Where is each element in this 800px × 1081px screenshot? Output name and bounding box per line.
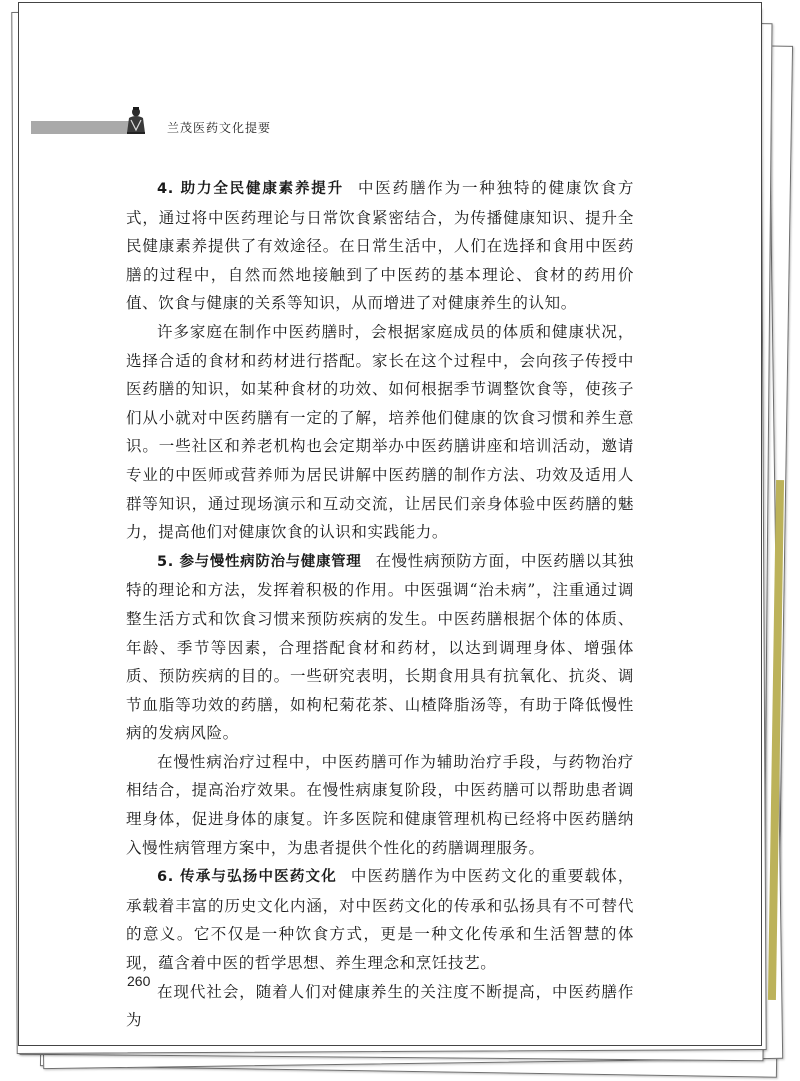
paragraph (126, 748, 634, 862)
book-title-header: 兰茂医药文化提要 (167, 121, 272, 135)
section-heading: 6. 传承与弘扬中医药文化 (157, 869, 337, 886)
paragraph (126, 978, 634, 1035)
paragraph (126, 174, 634, 318)
paragraph-text: 在现代社会，随着人们对健康养生的关注度不断提高，中医药膳作为 (126, 982, 634, 1030)
page-number: 260 (127, 973, 151, 989)
body-text (126, 174, 634, 1035)
paragraph-text: 在慢性病治疗过程中，中医药膳可作为辅助治疗手段，与药物治疗相结合，提高治疗效果。在慢性病康复阶段，中医药膳可以帮助患者调理身体，促进身体的康复。许多医院和健康管理机构已经将中医药膳纳入慢性病管理方案中，为患者提供个性化的药膳调理服务。 (126, 752, 634, 857)
section-heading: 5. 参与慢性病防治与健康管理 (157, 553, 362, 570)
paragraph-text: 中医药膳作为一种独特的健康饮食方式，通过将中医药理论与日常饮食紧密结合，为传播健康知识、提升全民健康素养提供了有效途径。在日常生活中，人们在选择和食用中医药膳的过程中，自然而然地接触到了中医药的基本理论、食材的药用价值、饮食与健康的关系等知识，从而增进了对健康养生的认知。 (126, 179, 634, 313)
paragraph (126, 862, 634, 977)
ancient-figure-icon (121, 106, 151, 136)
paragraph-text: 许多家庭在制作中医药膳时，会根据家庭成员的体质和健康状况，选择合适的食材和药材进行搭配。家长在这个过程中，会向孩子传授中医药膳的知识，如某种食材的功效、如何根据季节调整饮食等，使孩子们从小就对中医药膳有一定的了解，培养他们健康的饮食习惯和养生意识。一些社区和养老机构也会定期举办中医药膳讲座和培训活动，邀请专业的中医师或营养师为居民讲解中医药膳的制作方法、功效及适用人群等知识，通过现场演示和互动交流，让居民们亲身体验中医药膳的魅力，提高他们对健康饮食的认识和实践能力。 (126, 322, 634, 542)
book-page (18, 2, 762, 1046)
paragraph-text: 在慢性病预防方面，中医药膳以其独特的理论和方法，发挥着积极的作用。中医强调“治未病”，注重通过调整生活方式和饮食习惯来预防疾病的发生。中医药膳根据个体的体质、年龄、季节等因素，合理搭配食材和药材，以达到调理身体、增强体质、预防疾病的目的。一些研究表明，长期食用具有抗氧化、抗炎、调节血脂等功效的药膳，如枸杞菊花茶、山楂降脂汤等，有助于降低慢性病的发病风险。 (126, 551, 634, 743)
paragraph-text: 中医药膳作为中医药文化的重要载体，承载着丰富的历史文化内涵，对中医药文化的传承和弘扬具有不可替代的意义。它不仅是一种饮食方式，更是一种文化传承和生活智慧的体现，蕴含着中医的哲学思想、养生理念和烹饪技艺。 (126, 867, 634, 973)
section-heading: 4. 助力全民健康素养提升 (157, 181, 344, 197)
paragraph (126, 547, 634, 748)
paragraph (126, 318, 634, 547)
